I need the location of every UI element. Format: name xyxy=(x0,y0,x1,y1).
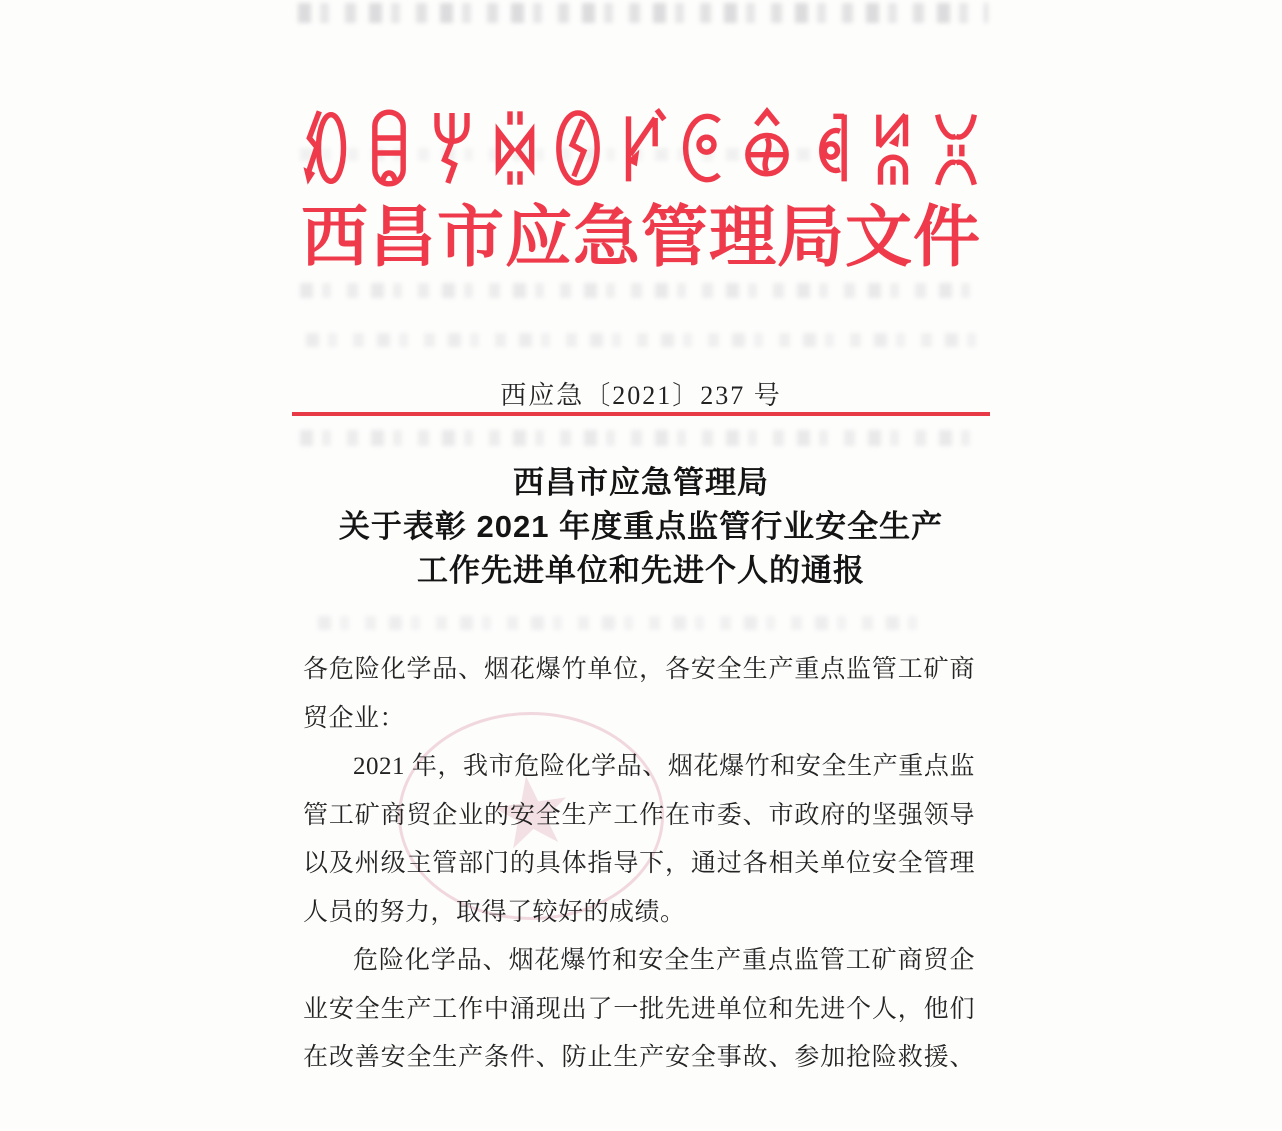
bleedthrough-smudge xyxy=(298,3,988,23)
body-line: 在改善安全生产条件、防止生产安全事故、参加抢险救援、 xyxy=(303,1044,975,1071)
bleedthrough-smudge xyxy=(318,616,928,630)
yi-glyph-icon xyxy=(679,104,729,192)
body-line: 业安全生产工作中涌现出了一批先进单位和先进个人，他们 xyxy=(303,995,975,1023)
document-title xyxy=(0,461,1282,593)
title-line: 西昌市应急管理局 xyxy=(513,465,769,500)
body-line: 以及州级主管部门的具体指导下，通过各相关单位安全管理 xyxy=(303,850,975,877)
body-line: 贸企业： xyxy=(303,704,406,732)
yi-glyph-icon xyxy=(616,104,666,192)
title-line: 工作先进单位和先进个人的通报 xyxy=(417,553,865,588)
yi-glyph-icon xyxy=(805,104,855,192)
body-line: 危险化学品、烟花爆竹和安全生产重点监管工矿商贸企 xyxy=(353,947,975,974)
bleedthrough-smudge xyxy=(300,283,986,298)
body-line: 2021 年，我市危险化学品、烟花爆竹和安全生产重点监 xyxy=(353,753,975,780)
yi-glyph-icon xyxy=(742,104,792,192)
yi-glyph-icon xyxy=(868,104,918,192)
yi-script-banner xyxy=(301,101,981,195)
document-number: 西应急〔2021〕237 号 xyxy=(500,381,782,410)
yi-glyph-icon xyxy=(553,104,603,192)
yi-glyph-icon xyxy=(490,104,540,192)
yi-glyph-icon xyxy=(301,104,351,192)
yi-glyph-icon xyxy=(427,104,477,192)
star-icon: ★ xyxy=(480,750,582,874)
agency-title: 西昌市应急管理局文件 xyxy=(301,201,981,275)
red-divider-line xyxy=(292,412,990,416)
bleedthrough-smudge xyxy=(300,430,978,446)
title-line: 关于表彰 2021 年度重点监管行业安全生产 xyxy=(338,509,944,544)
bleedthrough-smudge xyxy=(306,333,978,347)
body-line: 管工矿商贸企业的安全生产工作在市委、市政府的坚强领导 xyxy=(303,801,975,829)
body-line: 人员的努力，取得了较好的成绩。 xyxy=(303,898,686,926)
document-body xyxy=(303,646,975,1083)
yi-glyph-icon xyxy=(364,104,414,192)
yi-glyph-icon xyxy=(931,104,981,192)
body-line: 各危险化学品、烟花爆竹单位，各安全生产重点监管工矿商 xyxy=(303,656,975,683)
